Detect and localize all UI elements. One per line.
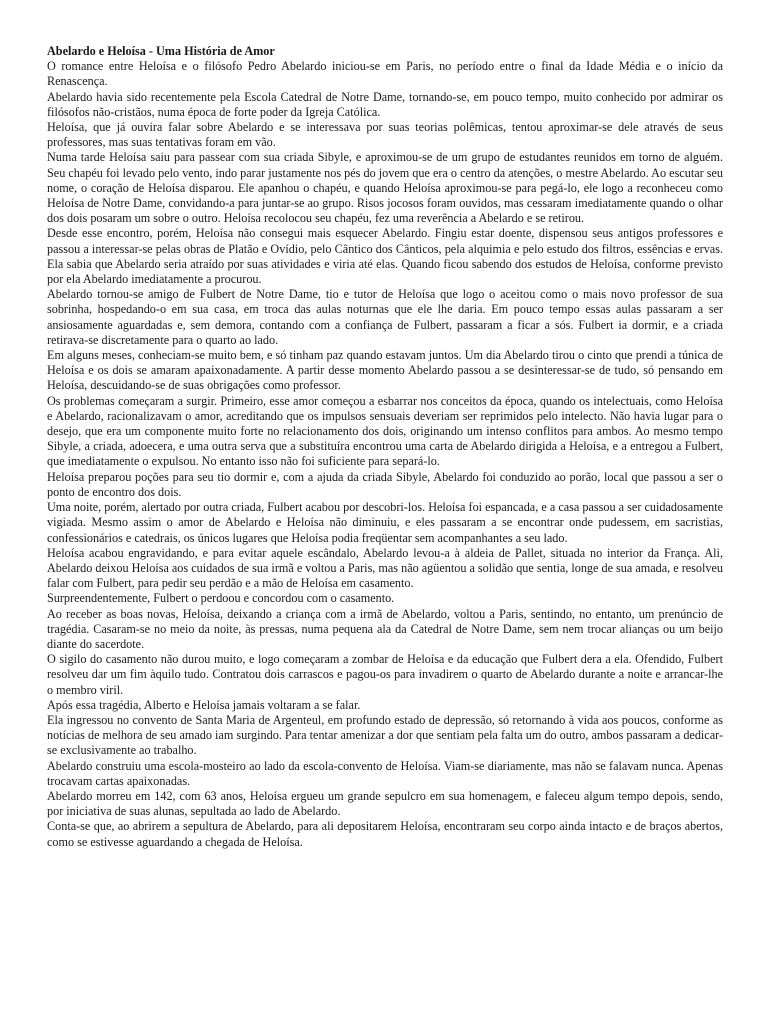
paragraph-2: Abelardo havia sido recentemente pela Escola Catedral de Notre Dame, tornando-se, em pouco tempo, muito conhecido por admirar os filósofos não-cristãos, numa época de forte poder da Igreja Católica.: [47, 89, 723, 119]
paragraph-17: Abelardo construiu uma escola-mosteiro ao lado da escola-convento de Heloísa. Viam-se diariamente, mas não se falavam nunca. Apenas trocavam cartas apaixonadas.: [47, 758, 723, 788]
paragraph-11: Heloísa acabou engravidando, e para evitar aquele escândalo, Abelardo levou-a à aldeia de Pallet, situada no interior da França. Ali, Abelardo deixou Heloísa aos cuidados de sua irmã e voltou a Paris, mas não agüentou a solidão que sentia, longe de sua amada, e resolveu falar com Fulbert, para pedir seu perdão e a mão de Heloísa em casamento.: [47, 545, 723, 591]
paragraph-13: Ao receber as boas novas, Heloísa, deixando a criança com a irmã de Abelardo, voltou a Paris, sentindo, no entanto, um prenúncio de tragédia. Casaram-se no meio da noite, às pressas, numa pequena ala da Catedral de Notre Dame, sem nem trocar alianças ou um beijo diante do sacerdote.: [47, 606, 723, 651]
paragraph-4: Numa tarde Heloísa saiu para passear com sua criada Sibyle, e aproximou-se de um grupo de estudantes reunidos em torno de alguém. Seu chapéu foi levado pelo vento, indo parar justamente nos pés do jovem que era o centro da atenções, o mestre Abelardo. Ao escutar seu nome, o coração de Heloísa disparou. Ele apanhou o chapéu, e quando Heloísa aproximou-se para pegá-lo, ele logo a reconheceu como Heloísa de Notre Dame, convidando-a para juntar-se ao grupo. Risos jocosos foram ouvidos, mas cessaram imediatamente quando o olhar dos dois posaram um sobre o outro. Heloísa recolocou seu chapéu, fez uma reverência a Abelardo e se retirou.: [47, 150, 723, 226]
paragraph-9: Heloísa preparou poções para seu tio dormir e, com a ajuda da criada Sibyle, Abelardo foi conduzido ao porão, local que passou a ser o ponto de encontro dos dois.: [47, 469, 723, 499]
paragraph-1: O romance entre Heloísa e o filósofo Pedro Abelardo iniciou-se em Paris, no período entre o final da Idade Média e o início da Renascença.: [47, 59, 723, 89]
document-title: Abelardo e Heloísa - Uma História de Amor: [47, 44, 275, 58]
paragraph-6: Abelardo tornou-se amigo de Fulbert de Notre Dame, tio e tutor de Heloísa que logo o aceitou como o mais novo professor de sua sobrinha, hospedando-o em sua casa, em troca das aulas noturnas que ele lhe daria. Em pouco tempo essas aulas passaram a ser ansiosamente aguardadas e, sem demora, contando com a confiança de Fulbert, passaram a ficar a sós. Fulbert ia dormir, e a criada retirava-se discretamente para o quarto ao lado.: [47, 287, 723, 347]
paragraph-18: Abelardo morreu em 142, com 63 anos, Heloísa ergueu um grande sepulcro em sua homenagem, e faleceu algum tempo depois, sendo, por iniciativa de suas alunas, sepultada ao lado de Abelardo.: [47, 788, 723, 819]
paragraph-3: Heloísa, que já ouvira falar sobre Abelardo e se interessava por suas teorias polêmicas, tentou aproximar-se dele através de seus professores, mas suas tentativas foram em vão.: [47, 120, 723, 150]
paragraph-10: Uma noite, porém, alertado por outra criada, Fulbert acabou por descobri-los. Heloísa foi espancada, e a casa passou a ser cuidadosamente vigiada. Mesmo assim o amor de Abelardo e Heloísa não diminuiu, e eles passaram a se encontrar onde pudessem, em sacristias, confessionários e catedrais, os únicos lugares que Heloísa podia freqüentar sem acompanhantes a seu lado.: [47, 500, 723, 545]
document-page: [47, 44, 723, 850]
paragraph-15: Após essa tragédia, Alberto e Heloísa jamais voltaram a se falar.: [47, 697, 361, 712]
paragraph-16: Ela ingressou no convento de Santa Maria de Argenteul, em profundo estado de depressão, só retornando à vida aos poucos, conforme as notícias de melhora de seu amado iam surgindo. Para tentar amenizar a dor que sentiam pela falta um do outro, ambos passaram a dedicar-se exclusivamente ao trabalho.: [47, 712, 723, 758]
paragraph-12: Surpreendentemente, Fulbert o perdoou e concordou com o casamento.: [47, 591, 395, 606]
paragraph-19: Conta-se que, ao abrirem a sepultura de Abelardo, para ali depositarem Heloísa, encontraram seu corpo ainda intacto e de braços abertos, como se estivesse aguardando a chegada de Heloísa.: [47, 819, 723, 849]
paragraph-7: Em alguns meses, conheciam-se muito bem, e só tinham paz quando estavam juntos. Um dia Abelardo tirou o cinto que prendi a túnica de Heloísa e os dois se amaram apaixonadamente. A partir desse momento Abelardo passou a se desinteressar-se de tudo, só pensando em Heloísa, descuidando-se de suas obrigações como professor.: [47, 348, 723, 393]
paragraph-14: O sigilo do casamento não durou muito, e logo começaram a zombar de Heloísa e da educação que Fulbert dera a ela. Ofendido, Fulbert resolveu dar um fim àquilo tudo. Contratou dois carrascos e pagou-os para invadirem o quarto de Abelardo durante a noite e arrancar-lhe o membro viril.: [47, 652, 723, 697]
paragraph-8: Os problemas começaram a surgir. Primeiro, esse amor começou a esbarrar nos conceitos da época, quando os intelectuais, como Heloísa e Abelardo, racionalizavam o amor, acreditando que os impulsos sensuais deveriam ser reprimidos pelo intelecto. Não havia lugar para o desejo, que era um componente muito forte no relacionamento dos dois, originando um intenso conflitos para ambos. Ao mesmo tempo Sibyle, a criada, adoecera, e uma outra serva que a substituíra encontrou uma carta de Abelardo dirigida a Heloísa, e a entregou a Fulbert, que imediatamente o expulsou. No entanto isso não foi suficiente para separá-lo.: [47, 393, 723, 469]
paragraph-5: Desde esse encontro, porém, Heloísa não consegui mais esquecer Abelardo. Fingiu estar doente, dispensou seus antigos professores e passou a interessar-se pelas obras de Platão e Ovídio, pelo Cântico dos Cânticos, pela alquimia e pelo estudo dos filtros, essências e ervas. Ela sabia que Abelardo seria atraído por suas atividades e viria até elas. Quando ficou sabendo dos estudos de Heloísa, conforme previsto por ela Abelardo imediatamente a procurou.: [47, 226, 723, 287]
